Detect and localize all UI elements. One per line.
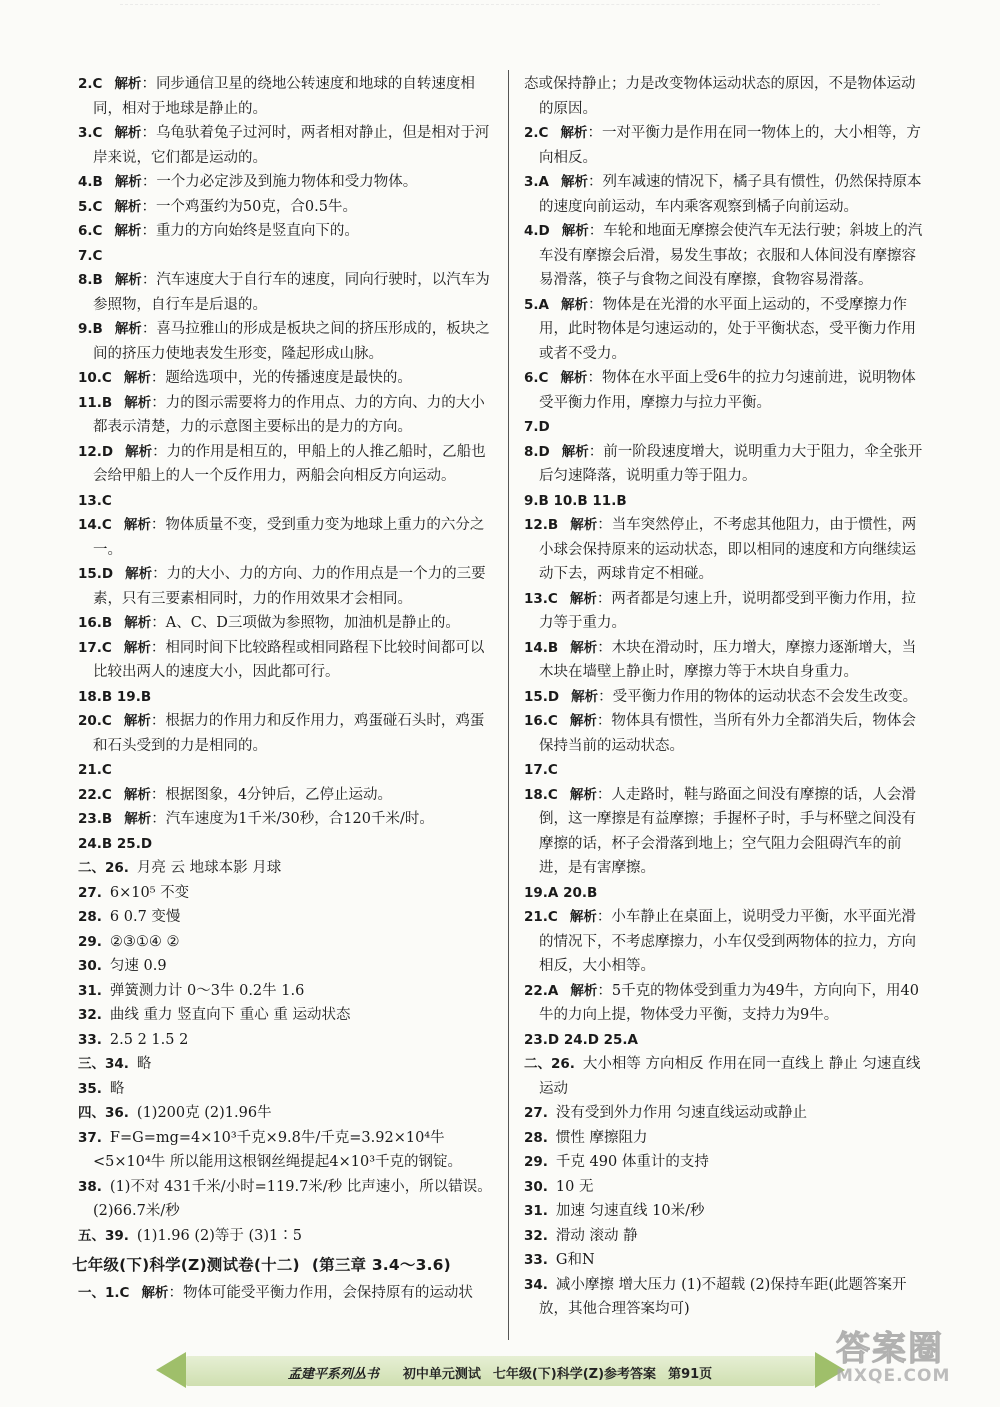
answer-item	[78, 1077, 498, 1102]
answer-item	[78, 758, 498, 783]
answer-number: 8.B	[78, 272, 103, 288]
answer-number: 五、39.	[78, 1227, 129, 1244]
analysis-label: 解析	[114, 272, 142, 288]
answer-item: 8.B 解析：汽车速度大于自行车的速度，同向行驶时，以汽车为参照物，自行车是后退的。	[78, 272, 490, 313]
answer-item	[524, 881, 929, 906]
analysis-label: 解析	[123, 517, 151, 533]
analysis-label: 解析	[114, 125, 142, 141]
answer-item	[524, 1028, 929, 1053]
answer-text: 减小摩擦 增大压力 (1)不超载 (2)保持车距(此题答案开放，其他合理答案均可)	[539, 1276, 907, 1317]
analysis-text: 一个力必定涉及到施力物体和受力物体。	[156, 174, 418, 190]
answer-item: 8.D 解析：前一阶段速度增大，说明重力大于阻力，伞全张开后匀速降落，说明重力等于阻力。	[524, 443, 923, 484]
answer-item: 11.B 解析：力的图示需要将力的作用点、力的方向、力的大小都表示清楚，力的示意图主要标出的是力的方向。	[78, 394, 485, 435]
analysis-label: 解析	[561, 443, 589, 460]
analysis-text: 当车突然停止，不考虑其他阻力，由于惯性，两小球会保持原来的运动状态，即以相同的速度和方向继续运动下去，两球肯定不相碰。	[539, 517, 917, 582]
watermark-top: 答案圈	[836, 1329, 944, 1369]
answer-item: 3.C 解析：乌龟驮着兔子过河时，两者相对静止，但是相对于河岸来说，它们都是运动的。	[78, 125, 490, 166]
answer-text: 月亮 云 地球本影 月球	[136, 860, 282, 876]
answer-item	[524, 1199, 929, 1224]
answer-number: 18.B 19.B	[78, 688, 152, 705]
answer-number: 4.D	[524, 223, 550, 239]
answer-number: 18.C	[524, 786, 558, 803]
analysis-text: 小车静止在桌面上，说明受力平衡，水平面光滑的情况下，不考虑摩擦力，小车仅受到两物体的拉力，方向相反，大小相等。	[539, 909, 916, 974]
answer-item	[524, 72, 929, 121]
answer-number: 14.B	[524, 639, 559, 656]
analysis-text: 物体具有惯性，当所有外力全都消失后，物体会保持当前的运动状态。	[539, 713, 916, 754]
top-edge-marks	[120, 4, 880, 15]
answer-item: 9.B 解析：喜马拉雅山的形成是板块之间的挤压形成的，板块之间的挤压力使地表发生形变，隆起形成山脉。	[78, 321, 490, 362]
analysis-label: 解析	[560, 296, 588, 313]
answer-item	[524, 1101, 929, 1126]
analysis-label: 解析	[560, 125, 588, 141]
answer-number: 30.	[524, 1178, 548, 1195]
answer-number: 19.A 20.B	[524, 884, 598, 901]
answer-item: 14.C 解析：物体质量不变，受到重力变为地球上重力的六分之一。	[78, 517, 485, 558]
answer-text: 曲线 重力 竖直向下 重心 重 运动状态	[109, 1007, 351, 1023]
answer-text: 10 无	[555, 1178, 594, 1195]
test-heading	[72, 1252, 498, 1278]
answer-item	[78, 1052, 498, 1077]
answer-number: 35.	[78, 1080, 102, 1097]
answer-item	[524, 1273, 929, 1322]
answer-item: 5.C 解析：一个鸡蛋约为50克，合0.5牛。	[78, 198, 357, 215]
answer-number: 20.C	[78, 713, 112, 729]
analysis-label: 解析	[569, 590, 597, 607]
answer-item	[78, 930, 498, 955]
answer-text: 匀速 0.9	[109, 958, 167, 974]
answer-number: 21.C	[78, 762, 112, 778]
answer-item	[78, 832, 498, 857]
answer-number: 14.C	[78, 517, 112, 533]
analysis-text: 力的图示需要将力的作用点、力的方向、力的大小都表示清楚，力的示意图主要标出的是力的方向。	[93, 394, 485, 435]
answer-number: 22.A	[524, 982, 559, 999]
answer-item	[78, 1224, 498, 1249]
footer-book: 初中单元测试	[402, 1366, 481, 1382]
analysis-label: 解析	[561, 223, 589, 239]
answer-item	[78, 954, 498, 979]
analysis-text: 同步通信卫星的绕地公转速度和地球的自转速度相同，相对于地球是静止的。	[93, 76, 475, 117]
analysis-label: 解析	[125, 566, 153, 582]
answer-item	[78, 1028, 498, 1053]
answer-number: 27.	[78, 884, 102, 901]
analysis-text: 题给选项中，光的传播速度是最快的。	[165, 370, 412, 386]
answer-item	[524, 758, 929, 783]
answer-text: ②③①④ ②	[109, 933, 180, 950]
analysis-label: 解析	[114, 174, 142, 190]
analysis-text: 物体在水平面上受6牛的拉力匀速前进，说明物体受平衡力作用，摩擦力与拉力平衡。	[539, 370, 916, 411]
answer-item	[78, 979, 498, 1004]
answer-item: 16.B 解析：A、C、D三项做为参照物，加油机是静止的。	[78, 615, 460, 631]
answer-number: 5.C	[78, 198, 103, 215]
answer-number: 31.	[78, 982, 102, 999]
answer-number: 三、34.	[78, 1056, 129, 1072]
answer-item: 5.A 解析：物体是在光滑的水平面上运动的，不受摩擦力作用，此时物体是匀速运动的，处于平衡状态，受平衡力作用或者不受力。	[524, 296, 916, 362]
answer-number: 16.B	[78, 615, 113, 631]
analysis-text: 受平衡力作用的物体的运动状态不会发生改变。	[612, 688, 918, 705]
answer-item: 4.D 解析：车轮和地面无摩擦会使汽车无法行驶；斜坡上的汽车没有摩擦会后滑，易发生事故；衣服和人体间没有摩擦容易滑落，筷子与食物之间没有摩擦，食物容易滑落。	[524, 223, 923, 288]
answer-item: 12.D 解析：力的作用是相互的，甲船上的人推乙船时，乙船也会给甲船上的人一个反作用力，两船会向相反方向运动。	[78, 443, 486, 484]
answer-number: 17.C	[524, 762, 558, 778]
footer-series: 孟建平系列丛书	[287, 1366, 379, 1382]
analysis-text: 前一阶段速度增大，说明重力大于阻力，伞全张开后匀速降落，说明重力等于阻力。	[539, 443, 923, 484]
answer-number: 二、26.	[524, 1056, 575, 1072]
answer-item: 16.C 解析：物体具有惯性，当所有外力全都消失后，物体会保持当前的运动状态。	[524, 713, 916, 754]
answer-number: 28.	[78, 909, 102, 925]
analysis-text: 根据图象，4分钟后，乙停止运动。	[165, 786, 393, 803]
answer-item: 15.D 解析：力的大小、力的方向、力的作用点是一个力的三要素，只有三要素相同时，力的作用效果才会相同。	[78, 566, 486, 607]
answer-item: 14.B 解析：木块在滑动时，压力增大，摩擦力逐渐增大，当木块在墙壁上静止时，摩擦力等于木块自身重力。	[524, 639, 917, 680]
analysis-text: 物体是在光滑的水平面上运动的，不受摩擦力作用，此时物体是匀速运动的，处于平衡状态，受平衡力作用或者不受力。	[539, 296, 916, 362]
answer-number: 15.D	[524, 688, 560, 705]
analysis-label: 解析	[114, 223, 142, 239]
answer-number: 17.C	[78, 639, 112, 656]
answer-item	[78, 856, 498, 881]
answer-item: 21.C 解析：小车静止在桌面上，说明受力平衡，水平面光滑的情况下，不考虑摩擦力，小车仅受到两物体的拉力，方向相反，大小相等。	[524, 909, 916, 974]
answer-item	[78, 1003, 498, 1028]
analysis-text: 力的作用是相互的，甲船上的人推乙船时，乙船也会给甲船上的人一个反作用力，两船会向相反方向运动。	[93, 443, 486, 484]
answer-item: 6.C 解析：物体在水平面上受6牛的拉力匀速前进，说明物体受平衡力作用，摩擦力与拉力平衡。	[524, 370, 916, 411]
test-chapter: (第三章 3.4～3.6)	[311, 1256, 451, 1274]
footer-subject: 七年级(下)科学(Z)参考答案	[492, 1366, 657, 1382]
answer-item	[78, 244, 498, 269]
answer-number: 8.D	[524, 443, 550, 460]
answer-number: 29.	[524, 1154, 548, 1170]
analysis-label: 解析	[570, 517, 598, 533]
answer-text: F=G=mg=4×10³千克×9.8牛/千克=3.92×10⁴牛<5×10⁴牛 所以能用这根钢丝绳提起4×10³千克的钢锭。	[93, 1129, 463, 1170]
answer-text: 大小相等 方向相反 作用在同一直线上 静止 匀速直线运动	[539, 1056, 921, 1097]
answer-number: 29.	[78, 933, 102, 950]
answer-item: 23.B 解析：汽车速度为1千米/30秒，合120千米/时。	[78, 811, 434, 827]
analysis-text: 列车减速的情况下，橘子具有惯性，仍然保持原本的速度向前运动，车内乘客观察到橘子向前运动。	[539, 174, 922, 215]
analysis-text: 物体质量不变，受到重力变为地球上重力的六分之一。	[93, 517, 485, 558]
answer-item	[524, 1052, 929, 1101]
answer-item: 6.C 解析：重力的方向始终是竖直向下的。	[78, 223, 359, 239]
answer-item: 10.C 解析：题给选项中，光的传播速度是最快的。	[78, 370, 412, 386]
answer-number: 28.	[524, 1129, 548, 1146]
answer-text: 千克 490 体重计的支持	[555, 1154, 709, 1170]
analysis-label: 解析	[123, 639, 151, 656]
answer-item	[524, 1150, 929, 1175]
answer-number: 16.C	[524, 713, 558, 729]
answer-text: 6×10⁵ 不变	[109, 884, 190, 901]
left-column	[72, 72, 498, 1306]
answer-text: G和N	[555, 1252, 595, 1268]
analysis-label: 解析	[124, 394, 152, 411]
answer-text: 惯性 摩擦阻力	[555, 1129, 648, 1146]
answer-text: 滑动 滚动 静	[555, 1227, 638, 1244]
page-footer	[170, 1358, 830, 1386]
analysis-text: 车轮和地面无摩擦会使汽车无法行驶；斜坡上的汽车没有摩擦会后滑，易发生事故；衣服和人体间没有摩擦容易滑落，筷子与食物之间没有摩擦，食物容易滑落。	[539, 223, 923, 288]
analysis-label: 解析	[123, 786, 151, 803]
answer-number: 38.	[78, 1178, 102, 1195]
analysis-label: 解析	[125, 443, 153, 460]
analysis-text: 木块在滑动时，压力增大，摩擦力逐渐增大，当木块在墙壁上静止时，摩擦力等于木块自身重力。	[539, 639, 917, 680]
right-column	[524, 72, 929, 1322]
analysis-label: 解析	[569, 909, 597, 925]
answer-number: 6.C	[78, 223, 103, 239]
answer-item: 13.C 解析：两者都是匀速上升，说明都受到平衡力作用，拉力等于重力。	[524, 590, 916, 631]
answer-text: 弹簧测力计 0～3牛 0.2牛 1.6	[109, 982, 305, 999]
answer-number: 4.B	[78, 174, 103, 190]
analysis-text: 5千克的物体受到重力为49牛，方向向下，用40牛的力向上提，物体受力平衡，支持力为9牛。	[539, 982, 920, 1023]
analysis-text: 汽车速度大于自行车的速度，同向行驶时，以汽车为参照物，自行车是后退的。	[93, 272, 490, 313]
answer-number: 31.	[524, 1203, 548, 1219]
answer-text: 没有受到外力作用 匀速直线运动或静止	[555, 1105, 808, 1121]
answer-number: 12.B	[524, 517, 559, 533]
answer-item	[524, 1224, 929, 1249]
watermark-bottom: MXQE.COM	[836, 1366, 951, 1386]
answer-item: 18.C 解析：人走路时，鞋与路面之间没有摩擦的话，人会滑倒，这一摩擦是有益摩擦；手握杯子时，手与杯壁之间没有摩擦的话，杯子会滑落到地上；空气阻力会阻碍汽车的前进，是有害摩擦。	[524, 786, 916, 876]
analysis-text: 人走路时，鞋与路面之间没有摩擦的话，人会滑倒，这一摩擦是有益摩擦；手握杯子时，手与杯壁之间没有摩擦的话，杯子会滑落到地上；空气阻力会阻碍汽车的前进，是有害摩擦。	[539, 786, 916, 876]
answer-item	[78, 905, 498, 930]
answer-number: 9.B 10.B 11.B	[524, 492, 627, 509]
answer-number: 37.	[78, 1129, 102, 1146]
answer-number: 7.D	[524, 419, 550, 435]
analysis-text: 一对平衡力是作用在同一物体上的，大小相等，方向相反。	[539, 125, 921, 166]
answer-number: 11.B	[78, 394, 113, 411]
answer-number: 27.	[524, 1105, 548, 1121]
answer-item	[78, 685, 498, 710]
answer-number: 13.C	[524, 590, 558, 607]
analysis-text: 根据力的作用力和反作用力，鸡蛋碰石头时，鸡蛋和石头受到的力是相同的。	[93, 713, 485, 754]
analysis-text: A、C、D三项做为参照物，加油机是静止的。	[165, 615, 460, 631]
answer-text: (1)不对 431千米/小时=119.7米/秒 比声速小，所以错误。 (2)66.7米/秒	[93, 1178, 492, 1219]
analysis-label: 解析	[114, 321, 142, 337]
analysis-label: 解析	[569, 713, 597, 729]
analysis-text: 力的大小、力的方向、力的作用点是一个力的三要素，只有三要素相同时，力的作用效果才会相同。	[93, 566, 486, 607]
analysis-text: 汽车速度为1千米/30秒，合120千米/时。	[165, 811, 434, 827]
answer-number: 21.C	[524, 909, 558, 925]
answer-number: 一、1.C	[78, 1285, 130, 1301]
analysis-text: 态或保持静止；力是改变物体运动状态的原因，不是物体运动的原因。	[524, 76, 916, 117]
answer-item: 17.C 解析：相同时间下比较路程或相同路程下比较时间都可以比较出两人的速度大小，因此都可行。	[78, 639, 485, 680]
answer-item	[78, 1175, 498, 1224]
analysis-text: 重力的方向始终是竖直向下的。	[155, 223, 359, 239]
analysis-label: 解析	[123, 370, 151, 386]
answer-number: 7.C	[78, 247, 103, 264]
answer-number: 四、36.	[78, 1105, 129, 1121]
analysis-text: 物体可能受平衡力作用，会保持原有的运动状	[182, 1285, 473, 1301]
answer-number: 23.D 24.D 25.A	[524, 1031, 639, 1048]
analysis-label: 解析	[124, 811, 152, 827]
watermark-logo	[836, 1321, 984, 1393]
answer-number: 3.C	[78, 125, 103, 141]
answer-item	[524, 1175, 929, 1200]
answer-number: 9.B	[78, 321, 103, 337]
answer-number: 22.C	[78, 786, 112, 803]
answer-item	[524, 1248, 929, 1273]
answer-item: 2.C 解析：一对平衡力是作用在同一物体上的，大小相等，方向相反。	[524, 125, 921, 166]
answer-text: 略	[109, 1080, 125, 1097]
analysis-label: 解析	[123, 713, 151, 729]
analysis-text: 乌龟驮着兔子过河时，两者相对静止，但是相对于河岸来说，它们都是运动的。	[93, 125, 490, 166]
answer-item	[524, 1126, 929, 1151]
analysis-label: 解析	[114, 76, 142, 92]
answer-number: 33.	[78, 1031, 102, 1048]
analysis-label: 解析	[570, 639, 598, 656]
answer-number: 24.B 25.D	[78, 835, 153, 852]
answer-number: 15.D	[78, 566, 114, 582]
answer-number: 13.C	[78, 492, 112, 509]
answer-number: 2.C	[524, 125, 549, 141]
analysis-label: 解析	[141, 1285, 169, 1301]
answer-number: 32.	[524, 1227, 548, 1244]
answer-item	[78, 489, 498, 514]
answer-item	[78, 1101, 498, 1126]
analysis-label: 解析	[569, 786, 597, 803]
answer-item	[524, 415, 929, 440]
answer-item: 2.C 解析：同步通信卫星的绕地公转速度和地球的自转速度相同，相对于地球是静止的。	[78, 76, 475, 117]
analysis-label: 解析	[560, 174, 588, 190]
answer-text: (1)1.96 (2)等于 (3)1∶5	[136, 1227, 302, 1244]
answer-number: 12.D	[78, 443, 114, 460]
test-title: 七年级(下)科学(Z)测试卷(十二)	[72, 1256, 300, 1274]
analysis-label: 解析	[571, 688, 599, 705]
answer-text: 6 0.7 变慢	[109, 909, 181, 925]
answer-item	[78, 1126, 498, 1175]
answer-item	[78, 881, 498, 906]
analysis-label: 解析	[124, 615, 152, 631]
answer-number: 33.	[524, 1252, 548, 1268]
answer-item: 12.B 解析：当车突然停止，不考虑其他阻力，由于惯性，两小球会保持原来的运动状态，即以相同的速度和方向继续运动下去，两球肯定不相碰。	[524, 517, 917, 582]
answer-item: 22.C 解析：根据图象，4分钟后，乙停止运动。	[78, 786, 393, 803]
answer-item: 4.B 解析：一个力必定涉及到施力物体和受力物体。	[78, 174, 418, 190]
answer-number: 30.	[78, 958, 102, 974]
answer-number: 10.C	[78, 370, 112, 386]
answer-number: 32.	[78, 1007, 102, 1023]
column-divider	[508, 70, 509, 1340]
answer-text: 2.5 2 1.5 2	[109, 1031, 189, 1048]
analysis-text: 喜马拉雅山的形成是板块之间的挤压形成的，板块之间的挤压力使地表发生形变，隆起形成山脉。	[93, 321, 490, 362]
answer-number: 23.B	[78, 811, 113, 827]
answer-number: 2.C	[78, 76, 103, 92]
analysis-label: 解析	[114, 198, 142, 215]
answer-item: 20.C 解析：根据力的作用力和反作用力，鸡蛋碰石头时，鸡蛋和石头受到的力是相同的。	[78, 713, 485, 754]
answer-number: 5.A	[524, 296, 549, 313]
answer-item: 3.A 解析：列车减速的情况下，橘子具有惯性，仍然保持原本的速度向前运动，车内乘客观察到橘子向前运动。	[524, 174, 922, 215]
analysis-label: 解析	[570, 982, 598, 999]
analysis-label: 解析	[560, 370, 588, 386]
answer-item: 15.D 解析：受平衡力作用的物体的运动状态不会发生改变。	[524, 688, 918, 705]
answer-number: 34.	[524, 1276, 548, 1293]
analysis-text: 两者都是匀速上升，说明都受到平衡力作用，拉力等于重力。	[539, 590, 916, 631]
answer-item: 一、1.C 解析：物体可能受平衡力作用，会保持原有的运动状	[78, 1285, 473, 1301]
answer-text: 加速 匀速直线 10米/秒	[555, 1203, 705, 1219]
footer-page-number: 第91页	[668, 1366, 713, 1382]
answer-text: (1)200克 (2)1.96牛	[136, 1105, 272, 1121]
answer-number: 二、26.	[78, 860, 129, 876]
analysis-text: 相同时间下比较路程或相同路程下比较时间都可以比较出两人的速度大小，因此都可行。	[93, 639, 485, 680]
answer-text: 略	[136, 1056, 152, 1072]
answer-item	[524, 489, 929, 514]
answer-item: 22.A 解析：5千克的物体受到重力为49牛，方向向下，用40牛的力向上提，物体受力平衡，支持力为9牛。	[524, 982, 920, 1023]
answer-number: 6.C	[524, 370, 549, 386]
analysis-text: 一个鸡蛋约为50克，合0.5牛。	[155, 198, 357, 215]
answer-number: 3.A	[524, 174, 549, 190]
